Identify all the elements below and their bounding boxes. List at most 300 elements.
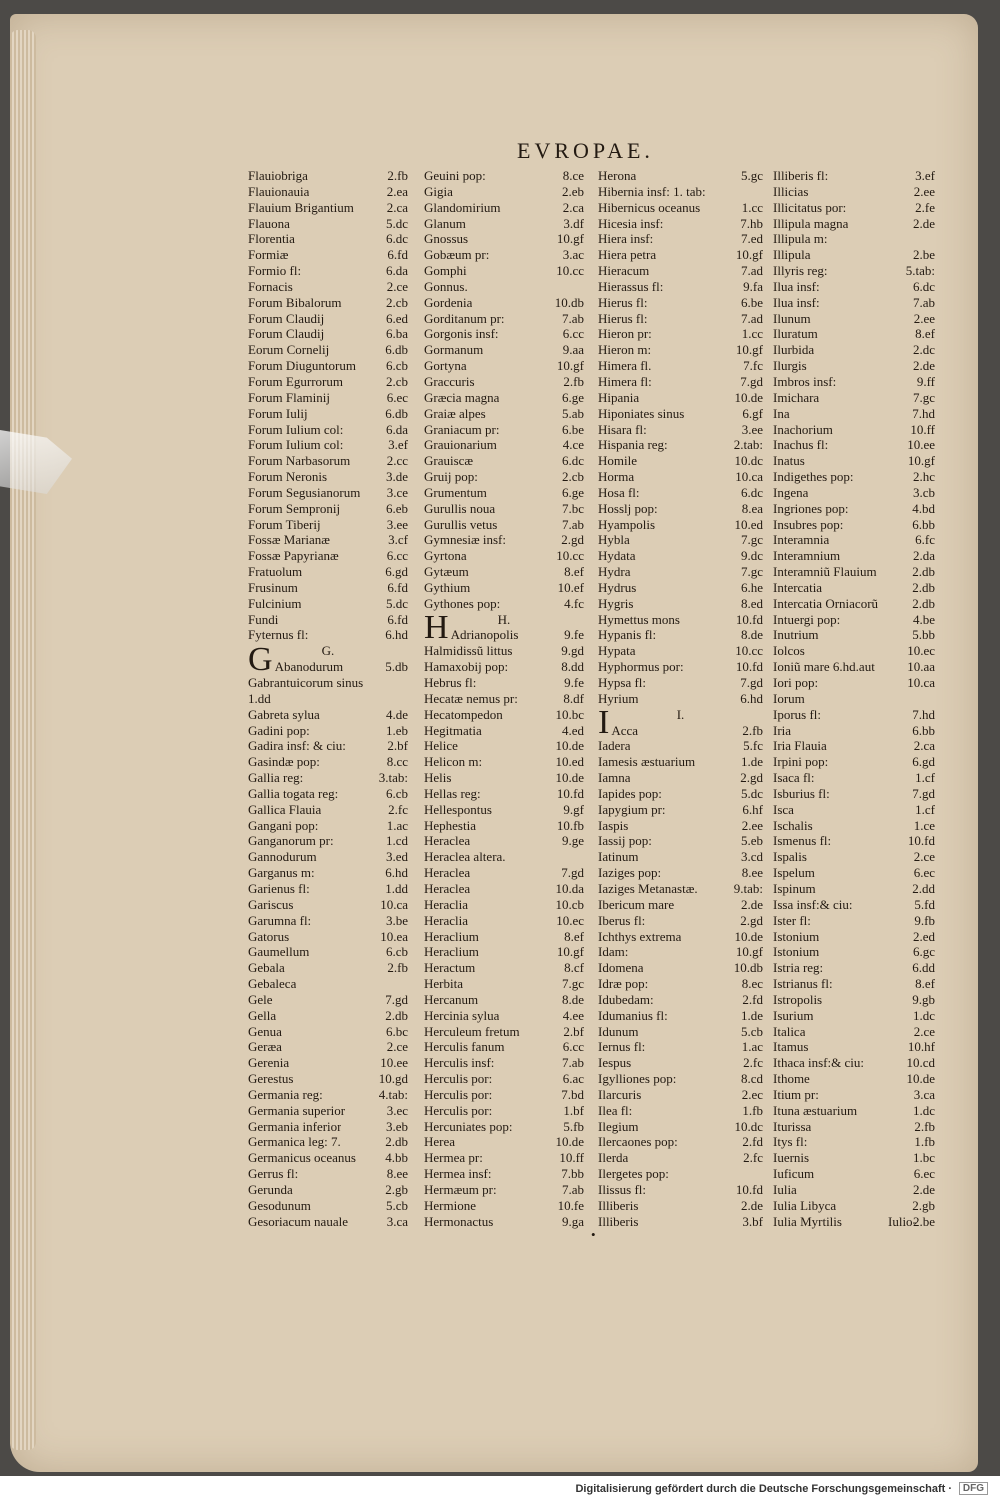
index-entry xyxy=(248,675,408,691)
index-entry xyxy=(424,865,584,881)
index-entry xyxy=(598,311,763,327)
map-reference: 10.ec xyxy=(907,643,935,659)
index-entry xyxy=(773,501,935,517)
map-reference: 7.gc xyxy=(740,532,763,548)
map-reference: 6.dc xyxy=(740,484,763,500)
index-entry xyxy=(248,1119,408,1135)
index-entry xyxy=(424,675,584,691)
place-name: Ichthys extrema xyxy=(598,928,682,944)
index-column-3 xyxy=(598,168,763,1230)
place-name: Gythones pop: xyxy=(424,595,501,611)
place-name: Heraclea altera. xyxy=(424,849,506,865)
index-entry xyxy=(248,184,408,200)
place-name: Illipula xyxy=(773,247,811,263)
map-reference: 10.de xyxy=(555,738,584,754)
place-name: Gomphi xyxy=(424,263,467,279)
place-name: Heractum xyxy=(424,960,476,976)
index-entry xyxy=(773,358,935,374)
map-reference: 8.cf xyxy=(564,960,584,976)
index-entry xyxy=(598,659,763,675)
map-reference: 6.cb xyxy=(385,944,408,960)
index-entry xyxy=(248,641,408,678)
place-name: Forum Diuguntorum xyxy=(248,358,356,374)
map-reference: 10.ff xyxy=(910,421,935,437)
index-entry xyxy=(773,263,935,279)
place-name: Fulcinium xyxy=(248,595,302,611)
index-entry xyxy=(248,596,408,612)
map-reference: 6.cb xyxy=(385,358,408,374)
place-name: Hibernia insf: 1. tab: xyxy=(598,183,706,199)
place-name: Iernus fl: xyxy=(598,1039,646,1055)
place-name: Fossæ Papyrianæ xyxy=(248,548,339,564)
place-name: Iadera xyxy=(598,738,631,754)
map-reference: 8.cc xyxy=(386,754,408,770)
index-entry xyxy=(598,580,763,596)
map-reference: 6.bb xyxy=(912,516,935,532)
map-reference: 8.ef xyxy=(564,928,584,944)
place-name: Hegitmatia xyxy=(424,722,482,738)
place-name: Istropolis xyxy=(773,991,823,1007)
map-reference: 3.ac xyxy=(562,247,584,263)
place-name: Idunum xyxy=(598,1023,639,1039)
place-name: Grauiscæ xyxy=(424,453,474,469)
index-entry xyxy=(598,596,763,612)
map-reference: 8.dd xyxy=(561,659,584,675)
place-name: Hygris xyxy=(598,595,634,611)
place-name: Himera fl. xyxy=(598,358,652,374)
index-entry xyxy=(424,247,584,263)
index-entry xyxy=(424,944,584,960)
index-entry xyxy=(773,849,935,865)
place-name: Forum Sempronij xyxy=(248,500,341,516)
index-entry xyxy=(424,1166,584,1182)
map-reference: 2.dd xyxy=(912,880,935,896)
index-entry xyxy=(248,532,408,548)
index-entry xyxy=(248,960,408,976)
map-reference: 7.hb xyxy=(740,215,763,231)
place-name: Heraclea xyxy=(424,833,471,849)
place-name: Isburius fl: xyxy=(773,785,830,801)
map-reference: 6.bc xyxy=(385,1023,408,1039)
place-name: Gurullis noua xyxy=(424,500,496,516)
place-name: Gruij pop: xyxy=(424,469,478,485)
place-name: Itamus xyxy=(773,1039,809,1055)
map-reference: 1.ac xyxy=(741,1039,763,1055)
place-name: Gorditanum pr: xyxy=(424,310,505,326)
index-entry xyxy=(598,627,763,643)
map-reference: 3.ca xyxy=(913,1086,935,1102)
place-name: Hiera petra xyxy=(598,247,657,263)
map-reference: 10.de xyxy=(555,1134,584,1150)
place-name: Interamnium xyxy=(773,548,841,564)
map-reference: 9.fa xyxy=(743,278,763,294)
place-name: Fyternus fl: xyxy=(248,627,309,643)
map-reference: 2.ca xyxy=(913,738,935,754)
index-entry xyxy=(248,517,408,533)
map-reference: 10.fd xyxy=(735,659,763,675)
map-reference: 1.dd xyxy=(385,880,408,896)
map-reference: 10.fe xyxy=(557,1197,584,1213)
index-entry xyxy=(248,1166,408,1182)
map-reference: 1.cc xyxy=(741,326,763,342)
funding-credit: Digitalisierung gefördert durch die Deutsche Forschungsgemeinschaft · xyxy=(575,1483,952,1495)
map-reference: 6.cc xyxy=(562,1039,584,1055)
place-name: Flauionauia xyxy=(248,183,310,199)
map-reference: 3.cb xyxy=(912,484,935,500)
index-entry xyxy=(598,247,763,263)
map-reference: 10.hf xyxy=(907,1039,935,1055)
catchword: Iulio- xyxy=(888,1214,917,1229)
index-entry xyxy=(773,200,935,216)
index-entry xyxy=(598,437,763,453)
index-entry xyxy=(773,1150,935,1166)
place-name: Hecatompedon xyxy=(424,706,503,722)
place-name: Hybla xyxy=(598,532,630,548)
index-entry xyxy=(773,580,935,596)
map-reference: 10.gf xyxy=(556,358,584,374)
index-entry xyxy=(248,216,408,232)
map-reference: 1.dc xyxy=(912,1007,935,1023)
index-entry xyxy=(598,1039,763,1055)
map-reference: 1.fb xyxy=(914,1134,935,1150)
map-reference: 6.he xyxy=(740,579,763,595)
index-entry xyxy=(424,754,584,770)
index-entry xyxy=(773,548,935,564)
place-name: Hypata xyxy=(598,643,636,659)
map-reference: 2.eb xyxy=(561,183,584,199)
index-entry xyxy=(598,1087,763,1103)
place-name: Illiberis xyxy=(598,1213,639,1229)
place-name: Homile xyxy=(598,453,637,469)
place-name: Herbita xyxy=(424,976,463,992)
place-name: Ispelum xyxy=(773,865,815,881)
index-entry xyxy=(248,1198,408,1214)
index-entry xyxy=(248,358,408,374)
index-entry xyxy=(773,564,935,580)
map-reference: 10.db xyxy=(554,294,584,310)
map-reference: 6.cc xyxy=(562,326,584,342)
place-name: Hercinia sylua xyxy=(424,1007,500,1023)
index-entry xyxy=(248,485,408,501)
place-name: Gallia togata reg: xyxy=(248,785,339,801)
map-reference: 6.ge xyxy=(561,389,584,405)
place-name: Ister fl: xyxy=(773,912,811,928)
index-entry xyxy=(773,295,935,311)
index-entry xyxy=(598,263,763,279)
place-name: Ilergetes pop: xyxy=(598,1166,669,1182)
place-name: Gella xyxy=(248,1007,277,1023)
map-reference: 1.bc xyxy=(912,1150,935,1166)
map-reference: 10.de xyxy=(555,770,584,786)
index-entry xyxy=(424,564,584,580)
index-entry xyxy=(248,754,408,770)
map-reference: 3.bf xyxy=(742,1213,763,1229)
map-reference: 6.dc xyxy=(912,278,935,294)
place-name: Gerrus fl: xyxy=(248,1166,299,1182)
index-entry xyxy=(424,707,584,723)
place-name: Illyris reg: xyxy=(773,263,828,279)
map-reference: 9.ff xyxy=(916,373,935,389)
index-entry xyxy=(248,263,408,279)
map-reference: 2.fb xyxy=(742,722,763,738)
map-reference: 10.ed xyxy=(555,754,584,770)
map-reference: 10.cb xyxy=(555,896,584,912)
place-name: Forum Claudij xyxy=(248,326,325,342)
map-reference: 3.ee xyxy=(741,421,763,437)
place-name: Gobæum pr: xyxy=(424,247,490,263)
index-entry xyxy=(773,643,935,659)
index-entry xyxy=(773,897,935,913)
index-entry xyxy=(598,643,763,659)
map-reference: 6.fc xyxy=(915,532,935,548)
index-entry xyxy=(248,691,408,707)
map-reference: 1.de xyxy=(740,1007,763,1023)
place-name: Gerunda xyxy=(248,1182,293,1197)
place-name: Fratuolum xyxy=(248,564,303,580)
index-column-4 xyxy=(773,168,935,1230)
map-reference: 4.bd xyxy=(912,500,935,516)
place-name: Indigethes pop: xyxy=(773,469,854,485)
map-reference: 5.cb xyxy=(740,1023,763,1039)
place-name: Iria xyxy=(773,722,792,738)
index-entry xyxy=(248,279,408,295)
index-entry xyxy=(248,707,408,723)
index-entry xyxy=(424,1119,584,1135)
place-name: Hamaxobij pop: xyxy=(424,659,509,675)
index-entry xyxy=(773,723,935,739)
index-entry xyxy=(248,723,408,739)
index-entry xyxy=(598,374,763,390)
map-reference: 6.da xyxy=(385,263,408,279)
index-entry xyxy=(773,929,935,945)
index-entry xyxy=(424,960,584,976)
index-entry xyxy=(598,754,763,770)
index-entry xyxy=(773,453,935,469)
map-reference: 1.dc xyxy=(912,1102,935,1118)
place-name: Gigia xyxy=(424,183,453,199)
index-entry xyxy=(598,1055,763,1071)
map-reference: 8.ed xyxy=(740,595,763,611)
index-entry xyxy=(424,849,584,865)
index-entry xyxy=(424,485,584,501)
map-reference: 2.ee xyxy=(913,310,935,326)
index-entry xyxy=(424,469,584,485)
place-name: Hyphormus por: xyxy=(598,659,684,675)
index-entry xyxy=(424,1214,584,1230)
index-entry xyxy=(598,184,763,200)
map-reference: 2.ce xyxy=(386,1039,408,1055)
place-name: Fossæ Marianæ xyxy=(248,532,330,548)
place-name: Iapides pop: xyxy=(598,785,662,801)
place-name: Hierassus fl: xyxy=(598,278,664,294)
map-reference: 4.be xyxy=(912,611,935,627)
index-entry xyxy=(773,1087,935,1103)
index-entry xyxy=(248,738,408,754)
index-entry xyxy=(598,517,763,533)
index-entry xyxy=(773,1134,935,1150)
index-entry xyxy=(598,548,763,564)
index-entry xyxy=(248,818,408,834)
index-entry xyxy=(424,1024,584,1040)
index-entry xyxy=(598,200,763,216)
index-entry xyxy=(248,311,408,327)
map-reference: 3.de xyxy=(385,469,408,485)
place-name: Abanodurum xyxy=(274,659,344,675)
map-reference: 6.ac xyxy=(562,1071,584,1087)
place-name: Hisara fl: xyxy=(598,421,647,437)
place-name: Hieracum xyxy=(598,263,650,279)
index-entry xyxy=(598,469,763,485)
map-reference: 5.gc xyxy=(740,168,763,183)
place-name: Iapygium pr: xyxy=(598,801,666,817)
map-reference: 9.fe xyxy=(564,627,584,643)
place-name: Hellas reg: xyxy=(424,785,481,801)
place-name: Hiponiates sinus xyxy=(598,405,685,421)
index-entry xyxy=(248,200,408,216)
index-entry xyxy=(424,643,584,659)
index-entry xyxy=(248,897,408,913)
place-name: Gytæum xyxy=(424,564,469,580)
index-entry xyxy=(598,1103,763,1119)
index-entry xyxy=(424,818,584,834)
map-reference: 10.ec xyxy=(556,912,584,928)
place-name: Isaca fl: xyxy=(773,770,815,786)
index-entry xyxy=(248,564,408,580)
section-letter: H. xyxy=(497,611,511,627)
place-name: Gyrtona xyxy=(424,548,467,564)
place-name: Hermione xyxy=(424,1197,476,1213)
index-entry xyxy=(248,390,408,406)
map-reference: 2.fe xyxy=(915,199,935,215)
index-entry xyxy=(773,247,935,263)
index-entry xyxy=(424,168,584,184)
map-reference: 2.ed xyxy=(912,928,935,944)
index-entry xyxy=(773,374,935,390)
map-reference: 2.fc xyxy=(743,1150,763,1166)
index-entry xyxy=(248,374,408,390)
map-reference: 7.ad xyxy=(740,263,763,279)
running-header: EVROPAE. xyxy=(517,138,654,163)
map-reference: 2.db xyxy=(912,564,935,580)
map-reference: 10.ca xyxy=(735,469,763,485)
map-reference: 9.fb xyxy=(914,912,935,928)
index-entry xyxy=(248,1055,408,1071)
place-name: Iuernis xyxy=(773,1150,810,1166)
map-reference: 5.fd xyxy=(914,896,935,912)
index-entry xyxy=(773,707,935,723)
place-name: Hephestia xyxy=(424,817,476,833)
place-name: Hydata xyxy=(598,548,636,564)
map-reference: 6.gf xyxy=(742,405,763,421)
map-reference: 9.ge xyxy=(561,833,584,849)
map-reference: 9.gf xyxy=(563,801,584,817)
map-reference: 2.fb xyxy=(387,960,408,976)
index-entry xyxy=(773,279,935,295)
place-name: Ilerda xyxy=(598,1150,629,1166)
map-reference: 6.hf xyxy=(742,801,763,817)
place-name: Ibericum mare xyxy=(598,896,675,912)
place-name: Herculis por: xyxy=(424,1071,493,1087)
place-name: Iaziges pop: xyxy=(598,865,662,881)
map-reference: 5.ab xyxy=(561,405,584,421)
place-name: Ingena xyxy=(773,484,809,500)
place-name: Iassij pop: xyxy=(598,833,652,849)
index-entry xyxy=(598,818,763,834)
map-reference: 2.ec xyxy=(741,1086,763,1102)
place-name: Graccuris xyxy=(424,373,475,389)
map-reference: 2.ce xyxy=(913,1023,935,1039)
index-entry xyxy=(248,1150,408,1166)
map-reference: 6.fd xyxy=(387,247,408,263)
map-reference: 10.gf xyxy=(735,342,763,358)
index-entry xyxy=(773,1055,935,1071)
map-reference: 10.gf xyxy=(735,944,763,960)
map-reference: 10.de xyxy=(906,1071,935,1087)
place-name: Igylliones pop: xyxy=(598,1071,677,1087)
map-reference: 8.ee xyxy=(386,1166,408,1182)
index-entry xyxy=(773,168,935,184)
index-entry xyxy=(773,913,935,929)
map-reference: 6.ba xyxy=(385,326,408,342)
map-reference: 5.fb xyxy=(563,1118,584,1134)
place-name: Ilunum xyxy=(773,310,811,326)
index-entry xyxy=(248,247,408,263)
place-name: Hypanis fl: xyxy=(598,627,657,643)
map-reference: 2.be xyxy=(912,247,935,263)
place-name: Germanica leg: 7. xyxy=(248,1134,341,1150)
index-entry xyxy=(598,897,763,913)
place-name: Iluratum xyxy=(773,326,818,342)
place-name: Iulia Libyca xyxy=(773,1197,837,1213)
index-entry xyxy=(424,231,584,247)
place-name: Gadira insf: & ciu: xyxy=(248,738,346,754)
index-entry xyxy=(248,231,408,247)
index-entry xyxy=(773,627,935,643)
index-entry xyxy=(598,976,763,992)
place-name: Hermea insf: xyxy=(424,1166,492,1182)
place-name: Hosslj pop: xyxy=(598,500,658,516)
map-reference: 3.ef xyxy=(915,168,935,183)
map-reference: 6.ec xyxy=(913,865,935,881)
place-name: Gebala xyxy=(248,960,285,976)
place-name: Ilea fl: xyxy=(598,1102,633,1118)
place-name: Forum Iulium col: xyxy=(248,437,344,453)
map-reference: 9.gb xyxy=(912,991,935,1007)
index-entry xyxy=(424,1071,584,1087)
map-reference: 2.ce xyxy=(386,278,408,294)
place-name: Ilegium xyxy=(598,1118,639,1134)
place-name: Heraclium xyxy=(424,928,479,944)
index-entry xyxy=(424,802,584,818)
map-reference: 2.cb xyxy=(561,469,584,485)
map-reference: 7.gc xyxy=(912,389,935,405)
place-name: Hierus fl: xyxy=(598,310,648,326)
map-reference: 10.ef xyxy=(557,579,584,595)
map-reference: 7.hd xyxy=(912,706,935,722)
map-reference: 10.fb xyxy=(556,817,584,833)
index-entry xyxy=(773,216,935,232)
map-reference: 6.hd xyxy=(740,690,763,706)
map-reference: 7.gd xyxy=(385,991,408,1007)
place-name: Imichara xyxy=(773,389,820,405)
index-entry xyxy=(424,659,584,675)
place-name: Hydrus xyxy=(598,579,637,595)
place-name: Iori pop: xyxy=(773,675,819,690)
index-entry xyxy=(248,1103,408,1119)
place-name: Insubres pop: xyxy=(773,516,844,532)
place-name: Iamna xyxy=(598,770,631,786)
place-name: Adrianopolis xyxy=(450,627,519,643)
